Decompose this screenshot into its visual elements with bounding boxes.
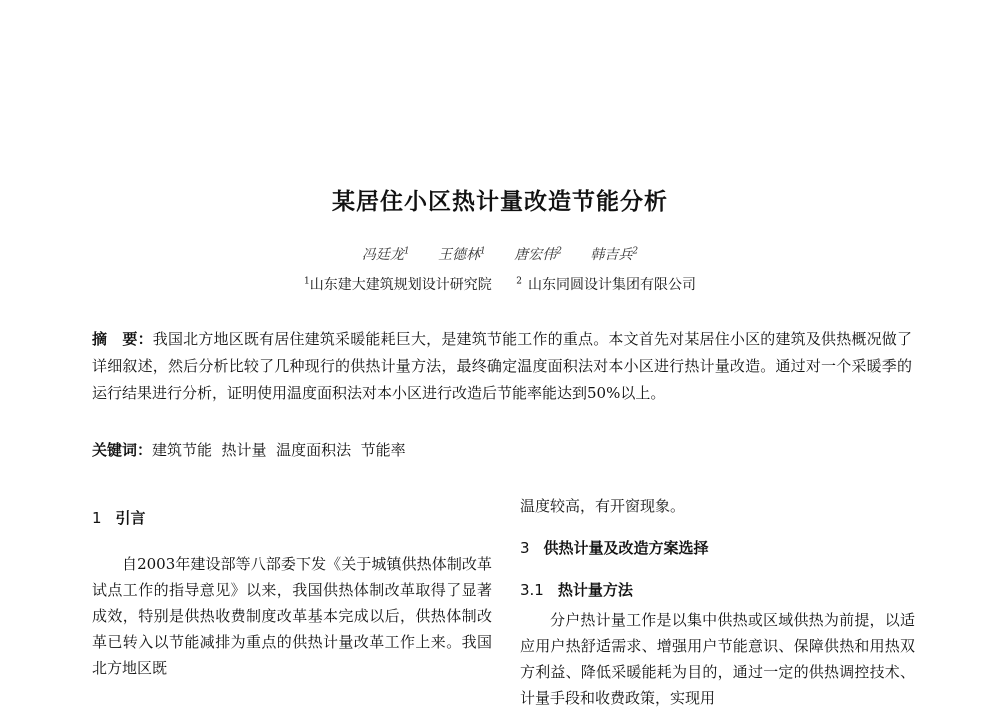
abstract-label: 摘 要： bbox=[92, 330, 153, 348]
section-title: 供热计量及改造方案选择 bbox=[543, 539, 709, 557]
abstract-text: 我国北方地区既有居住建筑采暖能耗巨大，是建筑节能工作的重点。本文首先对某居住小区的建筑及供热概况做了详细叙述，然后分析比较了几种现行的供热计量方法，最终确定温度面积法对本小区进行热计量改造。通过对一个采暖季的运行结果进行分析，证明使用温度面积法对本小区进行改造后节能率能达到50%以上。 bbox=[92, 330, 912, 402]
keywords-text: 建筑节能 热计量 温度面积法 节能率 bbox=[152, 441, 406, 459]
section-title: 引言 bbox=[115, 509, 146, 527]
keywords-label: 关键词： bbox=[92, 441, 153, 459]
subsection-heading bbox=[520, 577, 915, 603]
affiliation-item: $^2$ 山东同圆设计集团有限公司 bbox=[516, 276, 696, 293]
section-heading bbox=[520, 535, 915, 561]
author-item: 韩吉兵$^2$ bbox=[590, 246, 639, 263]
subsection-title: 热计量方法 bbox=[557, 581, 633, 599]
abstract bbox=[92, 326, 912, 407]
left-column bbox=[92, 505, 492, 681]
affiliation-item: $^1$山东建大建筑规划设计研究院 bbox=[304, 276, 492, 293]
section-paragraph: 自2003年建设部等八部委下发《关于城镇供热体制改革试点工作的指导意见》以来，我国供热体制改革取得了显著成效，特别是供热收费制度改革基本完成以后，供热体制改革已转入以节能减排为重点的供热计量改革工作上来。我国北方地区既 bbox=[92, 555, 492, 677]
author-item: 冯廷龙$^1$ bbox=[361, 246, 410, 263]
section-heading bbox=[92, 505, 492, 531]
author-item: 王德林$^1$ bbox=[438, 246, 486, 263]
right-column bbox=[520, 493, 915, 711]
keywords bbox=[92, 437, 912, 464]
continued-paragraph: 温度较高，有开窗现象。 bbox=[520, 497, 686, 515]
paper-title: 某居住小区热计量改造节能分析 bbox=[332, 189, 668, 215]
author-list bbox=[0, 244, 1000, 264]
subsection-number: 3.1 bbox=[520, 581, 544, 599]
section-paragraph: 分户热计量工作是以集中供热或区域供热为前提，以适应用户热舒适需求、增强用户节能意识、保障供热和用热双方利益、降低采暖能耗为目的，通过一定的供热调控技术、计量手段和收费政策，实现用 bbox=[520, 611, 915, 707]
section-number: 1 bbox=[92, 509, 102, 527]
section-number: 3 bbox=[520, 539, 530, 557]
author-item: 唐宏伟$^2$ bbox=[514, 246, 562, 263]
affiliation-list bbox=[0, 274, 1000, 294]
